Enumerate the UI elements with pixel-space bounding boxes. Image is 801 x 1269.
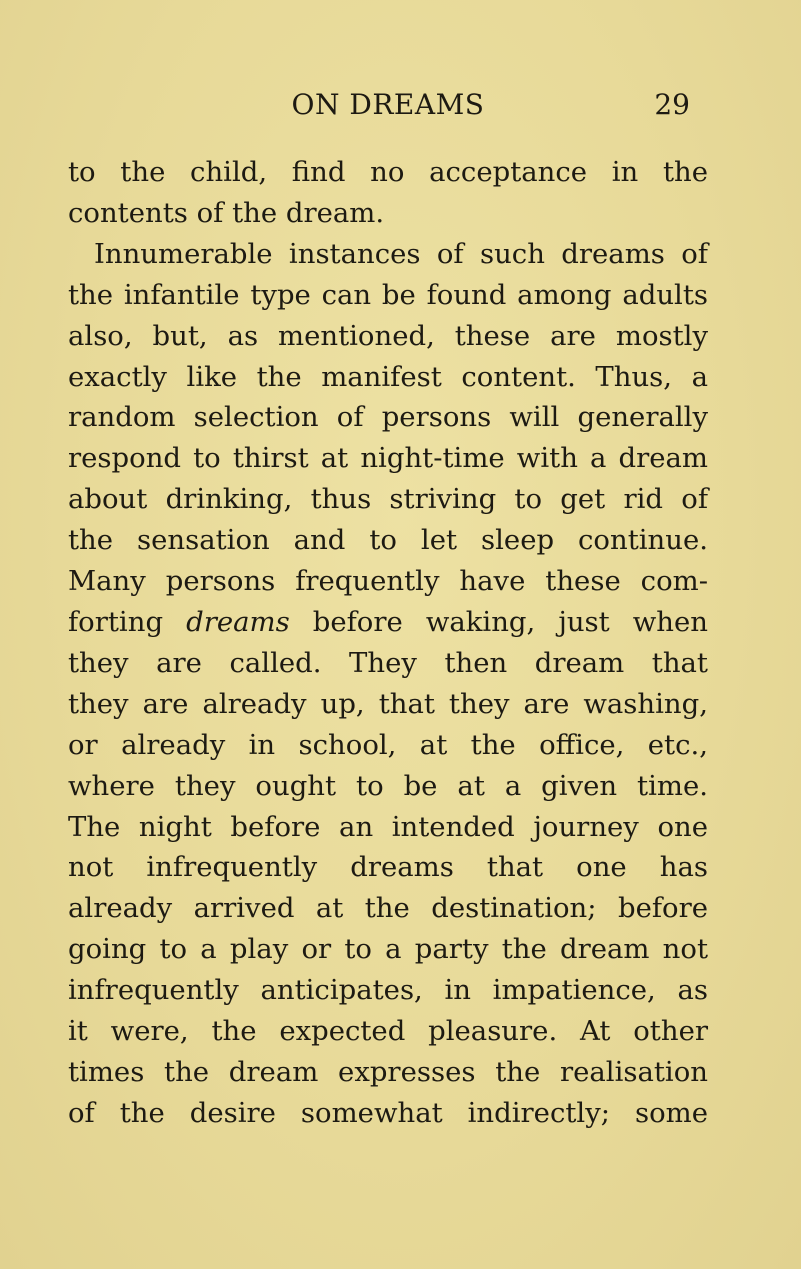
text-line: infrequently anticipates, in impatience, as: [68, 974, 708, 1007]
text-segment: before waking, just when: [312, 605, 708, 638]
text-line: the sensation and to let sleep continue.: [68, 524, 708, 557]
text-segment: forting: [68, 605, 164, 638]
text-line: the infantile type can be found among adults: [68, 278, 708, 311]
italic-word: dreams: [186, 605, 290, 638]
text-line: it were, the expected pleasure. At other: [68, 1015, 708, 1048]
text-line: contents of the dream.: [68, 196, 385, 229]
page-number: 29: [654, 88, 690, 121]
text-line: not infrequently dreams that one has: [68, 851, 708, 884]
text-line: already arrived at the destination; before: [68, 892, 708, 925]
text-line: respond to thirst at night-time with a dream: [68, 442, 708, 475]
text-line: times the dream expresses the realisation: [68, 1055, 708, 1088]
text-line: exactly like the manifest content. Thus, a: [68, 360, 708, 393]
text-line: going to a play or to a party the dream not: [68, 933, 708, 966]
text-line: or already in school, at the office, etc.,: [68, 728, 708, 761]
text-line: The night before an intended journey one: [68, 810, 708, 843]
text-line: they are called. They then dream that: [68, 646, 708, 679]
text-line: Innumerable instances of such dreams of: [94, 237, 708, 270]
text-line: where they ought to be at a given time.: [68, 769, 708, 802]
text-line: Many persons frequently have these com-: [68, 565, 708, 598]
text-line: of the desire somewhat indirectly; some: [68, 1096, 708, 1129]
body-text: [68, 152, 708, 1134]
running-head: [68, 88, 708, 132]
text-line: [68, 602, 708, 643]
text-line: also, but, as mentioned, these are mostly: [68, 319, 708, 352]
text-line: to the child, find no acceptance in the: [68, 156, 708, 188]
text-line: about drinking, thus striving to get rid of: [68, 483, 708, 516]
running-head-title: ON DREAMS: [291, 88, 485, 121]
text-line: random selection of persons will generally: [68, 401, 708, 434]
text-line: they are already up, that they are washing,: [68, 687, 708, 720]
